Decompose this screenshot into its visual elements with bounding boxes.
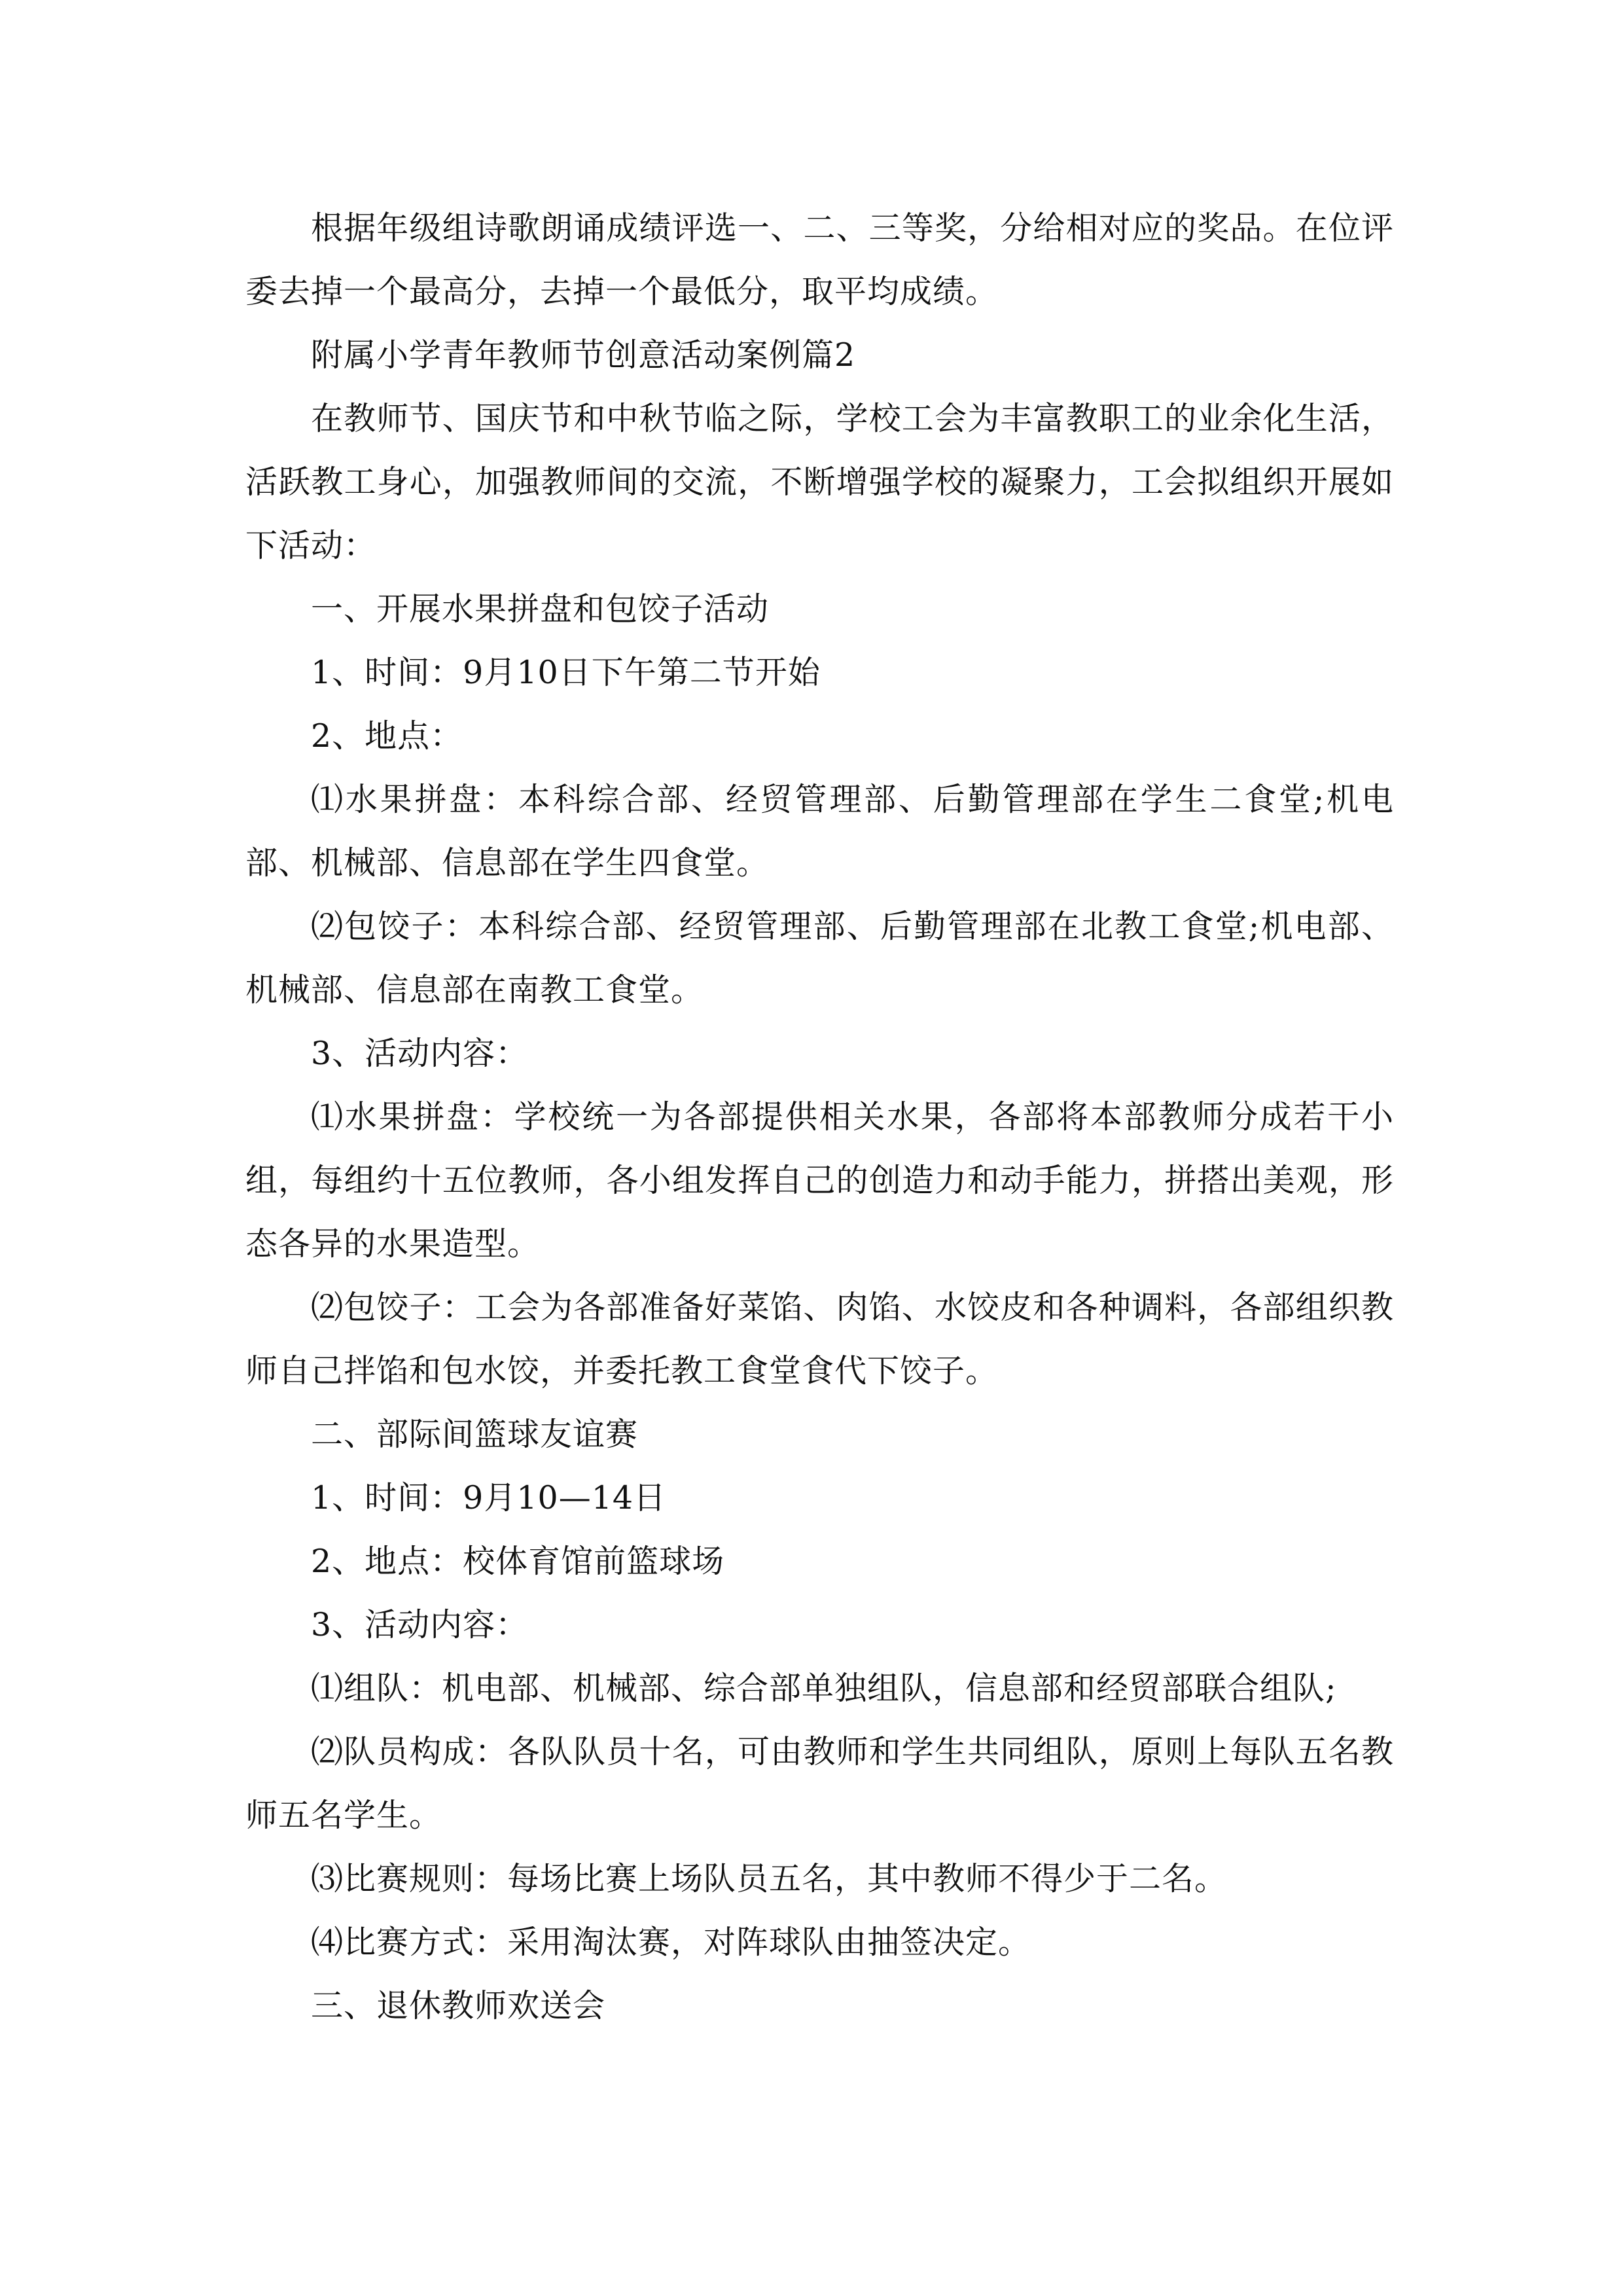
heading-activity-1: 一、开展水果拼盘和包饺子活动 (311, 590, 770, 628)
item-fruit-content: ⑴水果拼盘：学校统一为各部提供相关水果，各部将本部教师分成若干小组，每组约十五位教师，各小组发挥自己的创造力和动手能力，拼搭出美观，形态各异的水果造型。 (245, 1098, 1394, 1263)
paragraph-award-rules: 根据年级组诗歌朗诵成绩评选一、二、三等奖，分给相对应的奖品。在位评委去掉一个最高分，去掉一个最低分，取平均成绩。 (245, 209, 1394, 310)
document-body (245, 196, 1394, 2037)
heading-activity-3: 三、退休教师欢送会 (311, 1987, 606, 2024)
item-match-rules: ⑶比赛规则：每场比赛上场队员五名，其中教师不得少于二名。 (311, 1860, 1228, 1897)
item-fruit-location: ⑴水果拼盘：本科综合部、经贸管理部、后勤管理部在学生二食堂;机电部、机械部、信息部在学生四食堂。 (245, 781, 1394, 882)
item-time-1: 1、时间：9月10日下午第二节开始 (311, 654, 821, 691)
item-content-2: 3、活动内容： (311, 1606, 529, 1643)
item-time-2: 1、时间：9月10—14日 (311, 1479, 667, 1516)
item-location-2: 2、地点：校体育馆前篮球场 (311, 1543, 725, 1580)
item-dumpling-content: ⑵包饺子：工会为各部准备好菜馅、肉馅、水饺皮和各种调料，各部组织教师自己拌馅和包水饺，并委托教工食堂食代下饺子。 (245, 1289, 1394, 1390)
item-location-1: 2、地点： (311, 717, 463, 755)
section-title-case-2: 附属小学青年教师节创意活动案例篇2 (311, 336, 856, 374)
item-team-formation: ⑴组队：机电部、机械部、综合部单独组队，信息部和经贸部联合组队; (311, 1670, 1337, 1707)
item-content-1: 3、活动内容： (311, 1035, 529, 1072)
item-dumpling-location: ⑵包饺子：本科综合部、经贸管理部、后勤管理部在北教工食堂;机电部、机械部、信息部在南教工食堂。 (245, 908, 1394, 1009)
heading-activity-2: 二、部际间篮球友谊赛 (311, 1416, 639, 1453)
item-match-format: ⑷比赛方式：采用淘汰赛，对阵球队由抽签决定。 (311, 1924, 1031, 1961)
paragraph-intro: 在教师节、国庆节和中秋节临之际，学校工会为丰富教职工的业余化生活，活跃教工身心，加强教师间的交流，不断增强学校的凝聚力，工会拟组织开展如下活动： (245, 400, 1394, 564)
item-team-members: ⑵队员构成：各队队员十名，可由教师和学生共同组队，原则上每队五名教师五名学生。 (245, 1733, 1394, 1834)
